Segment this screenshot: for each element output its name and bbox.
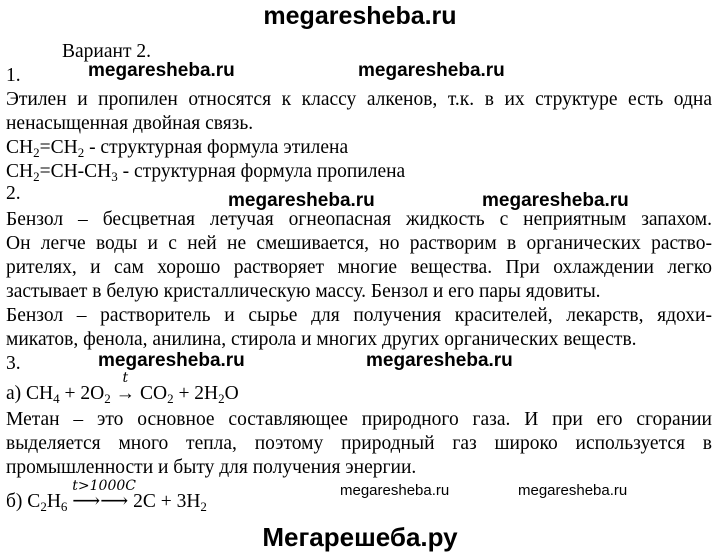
watermark-bottom: Мегарешеба.ру: [262, 522, 458, 552]
reaction-condition: t>1000C: [72, 478, 136, 494]
watermark: megaresheba.ru: [482, 190, 629, 211]
watermark: megaresheba.ru: [88, 60, 235, 81]
section-3-number: 3.: [6, 353, 21, 374]
watermark: megaresheba.ru: [358, 60, 505, 81]
equation-b: б) $C_2H_6$ t>1000C ⟶⟶ $2C + 3H_2$: [6, 490, 712, 514]
section-2-number: 2.: [6, 183, 21, 204]
watermark: megaresheba.ru: [518, 482, 628, 499]
watermark: megaresheba.ru: [228, 190, 375, 211]
variant-heading: Вариант 2.: [62, 41, 151, 62]
section-2-line: Бензол – бесцветная летучая огнеопасная жидкость с неприятным запахом.: [6, 209, 712, 230]
section-3-line: Метан – это основное составляющее природного газа. И при его сгорании: [6, 409, 712, 430]
section-2-line: микатов, фенола, анилина, стирола и многих других органических веществ.: [6, 329, 637, 350]
watermark-top: megaresheba.ru: [263, 2, 457, 30]
reaction-arrow: t →: [116, 382, 136, 406]
watermark: megaresheba.ru: [340, 482, 450, 499]
section-3-line: промышленности и быту для получения энергии.: [6, 457, 417, 478]
section-2-line: рителях, и сам хорошо растворяет многие вещества. При охлаждении легко: [6, 257, 712, 278]
equation-a-label: а): [6, 383, 22, 404]
reaction-arrow-long: t>1000C ⟶⟶: [72, 490, 128, 514]
section-1-number: 1.: [6, 65, 21, 86]
equation-a: а) $CH_4 + 2O_2$ t → $CO_2 + 2H_2O$: [6, 382, 712, 406]
section-2-line: Он легче воды и с ней не смешивается, но растворим в органических раство-: [6, 233, 712, 254]
propylene-formula-desc: - структурная формула пропилена: [117, 161, 406, 182]
watermark: megaresheba.ru: [98, 350, 245, 371]
reaction-condition: t: [122, 370, 129, 386]
propylene-formula: $CH_2=CH-CH_3$ - структурная формула пропилена: [6, 161, 406, 184]
section-1-text: Этилен и пропилен относятся к классу алкенов, т.к. в их структуре есть одна: [6, 89, 712, 110]
section-1-text: ненасыщенная двойная связь.: [6, 113, 254, 134]
ethylene-formula: $CH_2=CH_2$ - структурная формула этилена: [6, 137, 349, 160]
section-2-line: Бензол – растворитель и сырье для получения красителей, лекарств, ядохи-: [6, 305, 712, 326]
ethylene-formula-desc: - структурная формула этилена: [84, 137, 349, 158]
equation-b-label: б): [6, 491, 23, 512]
section-3-line: выделяется много тепла, поэтому природный газ широко используется в: [6, 433, 712, 454]
section-2-line: застывает в белую кристаллическую массу. Бензол и его пары ядовиты.: [6, 281, 601, 302]
watermark: megaresheba.ru: [366, 350, 513, 371]
